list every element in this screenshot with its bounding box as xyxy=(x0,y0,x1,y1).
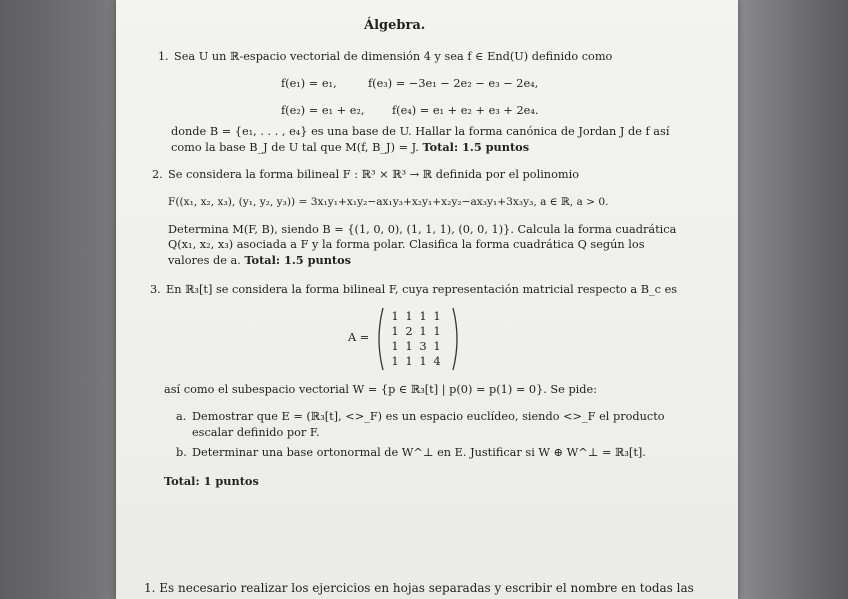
p3-a-label: a. xyxy=(176,410,187,423)
matrix-cell: 4 xyxy=(433,354,441,368)
p3-b-label: b. xyxy=(176,446,187,459)
background-left xyxy=(0,0,118,599)
exam-sheet xyxy=(116,0,738,599)
p3-points: Total: 1 puntos xyxy=(164,474,259,488)
matrix-cell: 1 xyxy=(433,339,441,353)
background-right xyxy=(738,0,848,599)
matrix-cell: 1 xyxy=(391,339,399,353)
p2-line-2: Q(x₁, x₂, x₃) asociada a F y la forma polar. Clasifica la forma cuadrática Q según los xyxy=(168,238,645,251)
p3-intro: En ℝ₃[t] se considera la forma bilineal F, cuya representación matricial respecto a B_c es xyxy=(166,283,678,296)
p2-line-3: valores de a. xyxy=(168,254,241,267)
p2-line-1: Determina M(F, B), siendo B = {(1, 0, 0), (1, 1, 1), (0, 0, 1)}. Calcula la forma cuadrática xyxy=(168,223,677,236)
p3-a-line-1: Demostrar que E = (ℝ₃[t], <>_F) es un espacio euclídeo, siendo <>_F el producto xyxy=(192,410,665,423)
p1-number: 1. xyxy=(158,50,169,63)
p2-points: Total: 1.5 puntos xyxy=(244,253,352,267)
matrix-cell: 2 xyxy=(405,324,413,338)
matrix-cell: 1 xyxy=(419,324,427,338)
matrix-cell: 1 xyxy=(405,309,413,323)
p1-line-1: donde B = {e₁, . . . , e₄} es una base de U. Hallar la forma canónica de Jordan J de f así xyxy=(171,125,670,138)
footer-note: 1. Es necesario realizar los ejercicios en hojas separadas y escribir el nombre en todas las xyxy=(144,581,694,595)
p3-line-1: así como el subespacio vectorial W = {p ∈ ℝ₃[t] | p(0) = p(1) = 0}. Se pide: xyxy=(164,383,598,396)
p3-b-line-1: Determinar una base ortonormal de W^⊥ en E. Justificar si W ⊕ W^⊥ = ℝ₃[t]. xyxy=(192,446,646,459)
p1-points: Total: 1.5 puntos xyxy=(422,140,530,154)
p1-eq-1b: f(e₃) = −3e₁ − 2e₂ − e₃ − 2e₄, xyxy=(368,77,539,90)
matrix-cell: 1 xyxy=(405,354,413,368)
p1-line-2-wrap xyxy=(171,140,529,155)
p1-eq-2a: f(e₂) = e₁ + e₂, xyxy=(281,104,365,117)
p1-eq-1a: f(e₁) = e₁, xyxy=(281,77,337,90)
matrix-cell: 1 xyxy=(433,324,441,338)
matrix-cell: 1 xyxy=(419,354,427,368)
matrix-row xyxy=(388,324,444,338)
p2-number: 2. xyxy=(152,168,163,181)
p1-eq-2b: f(e₄) = e₁ + e₂ + e₃ + 2e₄. xyxy=(392,104,539,117)
matrix-cell: 1 xyxy=(405,339,413,353)
p2-line-3-wrap xyxy=(168,253,351,268)
p2-intro: Se considera la forma bilineal F : ℝ³ × ℝ³ → ℝ definida por el polinomio xyxy=(168,168,580,181)
matrix-label: A = xyxy=(348,331,370,344)
p3-a-line-2: escalar definido por F. xyxy=(192,426,320,439)
matrix-row xyxy=(388,354,444,368)
matrix-cell: 1 xyxy=(391,309,399,323)
matrix-cell: 1 xyxy=(433,309,441,323)
matrix-cell: 1 xyxy=(391,324,399,338)
page-title: Álgebra. xyxy=(364,18,426,33)
matrix-cell: 1 xyxy=(391,354,399,368)
matrix-cell: 1 xyxy=(419,309,427,323)
p1-intro: Sea U un ℝ-espacio vectorial de dimensión 4 y sea f ∈ End(U) definido como xyxy=(174,50,613,63)
matrix-cell: 3 xyxy=(419,339,427,353)
matrix-row xyxy=(388,309,444,323)
p2-formula: F((x₁, x₂, x₃), (y₁, y₂, y₃)) = 3x₁y₁+x₁y₂−ax₁y₃+x₂y₁+x₂y₂−ax₃y₁+3x₃y₃, a ∈ ℝ, a > 0. xyxy=(168,196,609,208)
p1-line-2: como la base B_J de U tal que M(f, B_J) = J. xyxy=(171,141,419,154)
matrix-row xyxy=(388,339,444,353)
p3-number: 3. xyxy=(150,283,161,296)
